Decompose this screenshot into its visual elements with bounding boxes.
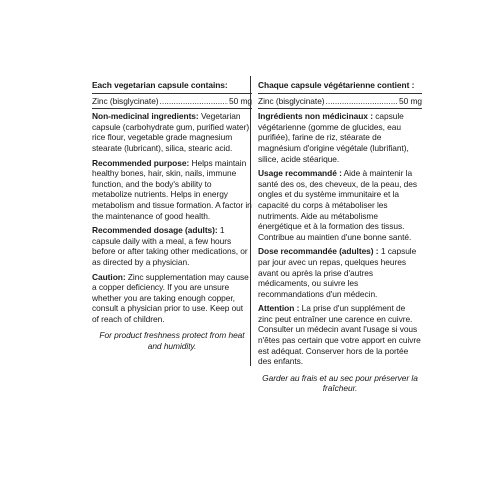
ingredient-name: Zinc (bisglycinate) [92, 95, 159, 106]
ingredient-amount-fr: 50 mg [398, 95, 422, 106]
capsule-contents-heading: Each vegetarian capsule contains: [92, 80, 228, 90]
recommended-dosage [92, 225, 252, 267]
non-medicinal-text-fr: capsule végétarienne (gomme de glucides, eau purifiée), farine de riz, stéarate de magnésium d'origine végétale (lubrifiant), silice, acide stéarique. [258, 111, 409, 164]
non-medicinal-text: Vegetarian capsule (carbohydrate gum, purified water), rice flour, vegetable grade magnesium stearate (lubricant), silica, stearic acid. [92, 111, 252, 153]
caution-text-fr: La prise d'un supplément de zinc peut entraîner une carence en cuivre. Consulter un médecin avant l'usage si vous n'êtes pas certain que votre apport en cuivre est adéquat. Conserver hors de la portée des enfants. [258, 303, 421, 367]
ingredient-dose-row-fr [258, 96, 422, 107]
heading-rule-fr [258, 93, 422, 94]
ingredient-name-fr: Zinc (bisglycinate) [258, 95, 325, 106]
purpose-text: Helps maintain healthy bones, hair, skin, nails, immune function, and the body's ability to metabolize nutrients. Helps in energy metabolism and tissue formation. A factor in the maintenance of good health. [92, 157, 252, 221]
storage-note: For product freshness protect from heat and humidity. [99, 330, 245, 352]
english-column [92, 80, 252, 352]
dosage-label: Recommended dosage (adults): [92, 225, 218, 236]
ingredient-dose-row [92, 96, 252, 107]
non-medicinal-label-fr: Ingrédients non médicinaux : [258, 111, 373, 122]
purpose-text-fr: Aide à maintenir la santé des os, des cheveux, de la peau, des ongles et du système immunitaire et la capacité du corps à métaboliser les nutriments. Aide au métabolisme énergétique et à la formation des tissus. Contribue au maintien d'une bonne santé. [258, 168, 417, 242]
column-divider [250, 76, 251, 366]
recommended-dosage-fr [258, 246, 422, 299]
capsule-contents-heading-fr: Chaque capsule végétarienne contient : [258, 80, 415, 90]
dosage-text-fr: 1 capsule par jour avec un repas, quelques heures avant ou après la prise d'autres médicaments, ou suivre les recommandations d'un médecin. [258, 246, 417, 299]
caution-label: Caution: [92, 271, 126, 282]
ingredient-rule-fr [258, 108, 422, 109]
caution-label-fr: Attention : [258, 303, 300, 314]
dot-leader [160, 96, 228, 107]
caution-fr [258, 303, 422, 367]
non-medicinal-label: Non-medicinal ingredients: [92, 111, 199, 122]
purpose-label: Recommended purpose: [92, 157, 190, 168]
recommended-purpose [92, 158, 252, 222]
caution-text: Zinc supplementation may cause a copper deficiency. If you are unsure whether you are taking enough copper, consult a physician prior to use. Keep out of reach of children. [92, 271, 249, 324]
ingredient-amount: 50 mg [228, 95, 252, 106]
caution [92, 272, 252, 325]
heading-rule [92, 93, 252, 94]
purpose-label-fr: Usage recommandé : [258, 168, 342, 179]
recommended-purpose-fr [258, 168, 422, 242]
non-medicinal-ingredients-fr [258, 111, 422, 164]
ingredient-rule [92, 108, 252, 109]
non-medicinal-ingredients [92, 111, 252, 153]
dosage-text: 1 capsule daily with a meal, a few hours before or after taking other medications, or as directed by a physician. [92, 225, 248, 267]
dosage-label-fr: Dose recommandée (adultes) : [258, 246, 379, 257]
french-column [258, 80, 422, 394]
storage-note-fr: Garder au frais et au sec pour préserver la fraîcheur. [262, 372, 418, 394]
dot-leader-fr [326, 96, 398, 107]
